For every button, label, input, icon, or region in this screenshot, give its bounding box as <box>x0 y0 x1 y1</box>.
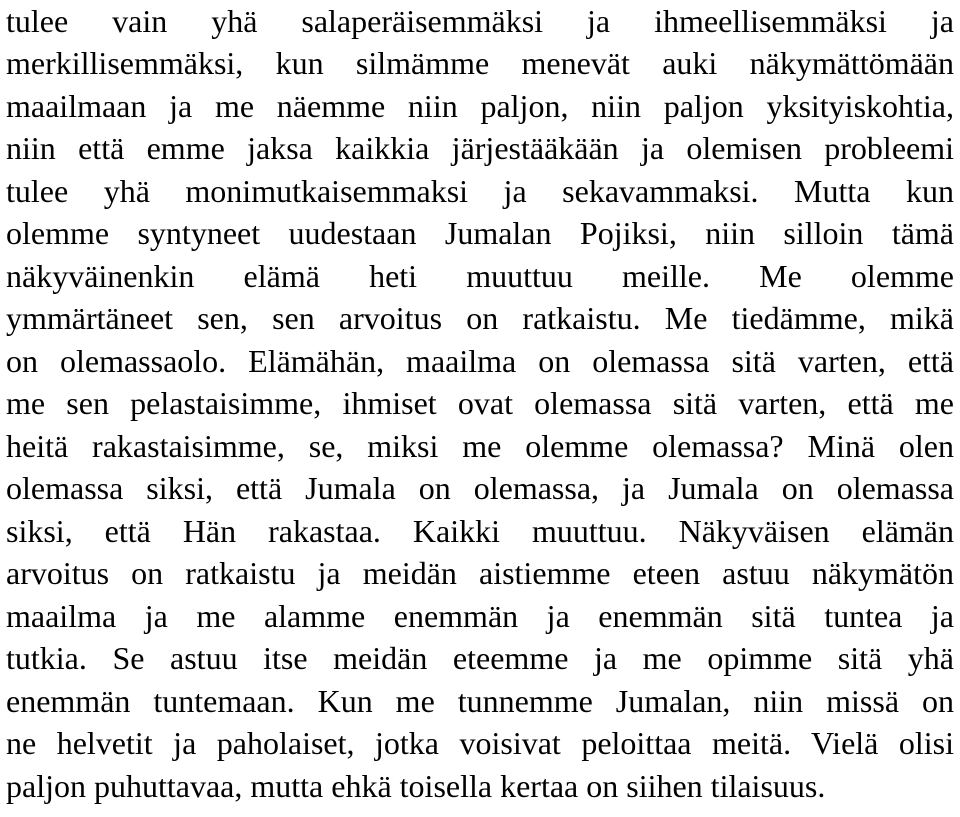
text-line: maailma ja me alamme enemmän ja enemmän sitä tuntea ja <box>6 598 954 634</box>
text-line: maailmaan ja me näemme niin paljon, niin paljon yksityiskohtia, <box>6 88 954 124</box>
text-line: niin että emme jaksa kaikkia järjestääkään ja olemisen probleemi <box>6 130 954 166</box>
text-line: olemassa siksi, että Jumala on olemassa, ja Jumala on olemassa <box>6 470 954 506</box>
text-line: me sen pelastaisimme, ihmiset ovat olemassa sitä varten, että me <box>6 385 954 421</box>
text-line: tutkia. Se astuu itse meidän eteemme ja me opimme sitä yhä <box>6 640 954 676</box>
text-line: tulee vain yhä salaperäisemmäksi ja ihmeellisemmäksi ja <box>6 3 954 39</box>
text-line: enemmän tuntemaan. Kun me tunnemme Jumalan, niin missä on <box>6 683 954 719</box>
text-line: siksi, että Hän rakastaa. Kaikki muuttuu. Näkyväisen elämän <box>6 513 954 549</box>
text-line: tulee yhä monimutkaisemmaksi ja sekavammaksi. Mutta kun <box>6 173 954 209</box>
text-line: olemme syntyneet uudestaan Jumalan Pojiksi, niin silloin tämä <box>6 215 954 251</box>
text-line: ymmärtäneet sen, sen arvoitus on ratkaistu. Me tiedämme, mikä <box>6 300 954 336</box>
text-line: paljon puhuttavaa, mutta ehkä toisella kertaa on siihen tilaisuus. <box>6 768 826 804</box>
text-line: ne helvetit ja paholaiset, jotka voisivat peloittaa meitä. Vielä olisi <box>6 725 954 761</box>
text-line: heitä rakastaisimme, se, miksi me olemme olemassa? Minä olen <box>6 428 954 464</box>
text-line: arvoitus on ratkaistu ja meidän aistiemme eteen astuu näkymätön <box>6 555 954 591</box>
text-line: merkillisemmäksi, kun silmämme menevät auki näkymättömään <box>6 45 954 81</box>
text-line: näkyväinenkin elämä heti muuttuu meille. Me olemme <box>6 258 954 294</box>
text-line: on olemassaolo. Elämähän, maailma on olemassa sitä varten, että <box>6 343 954 379</box>
